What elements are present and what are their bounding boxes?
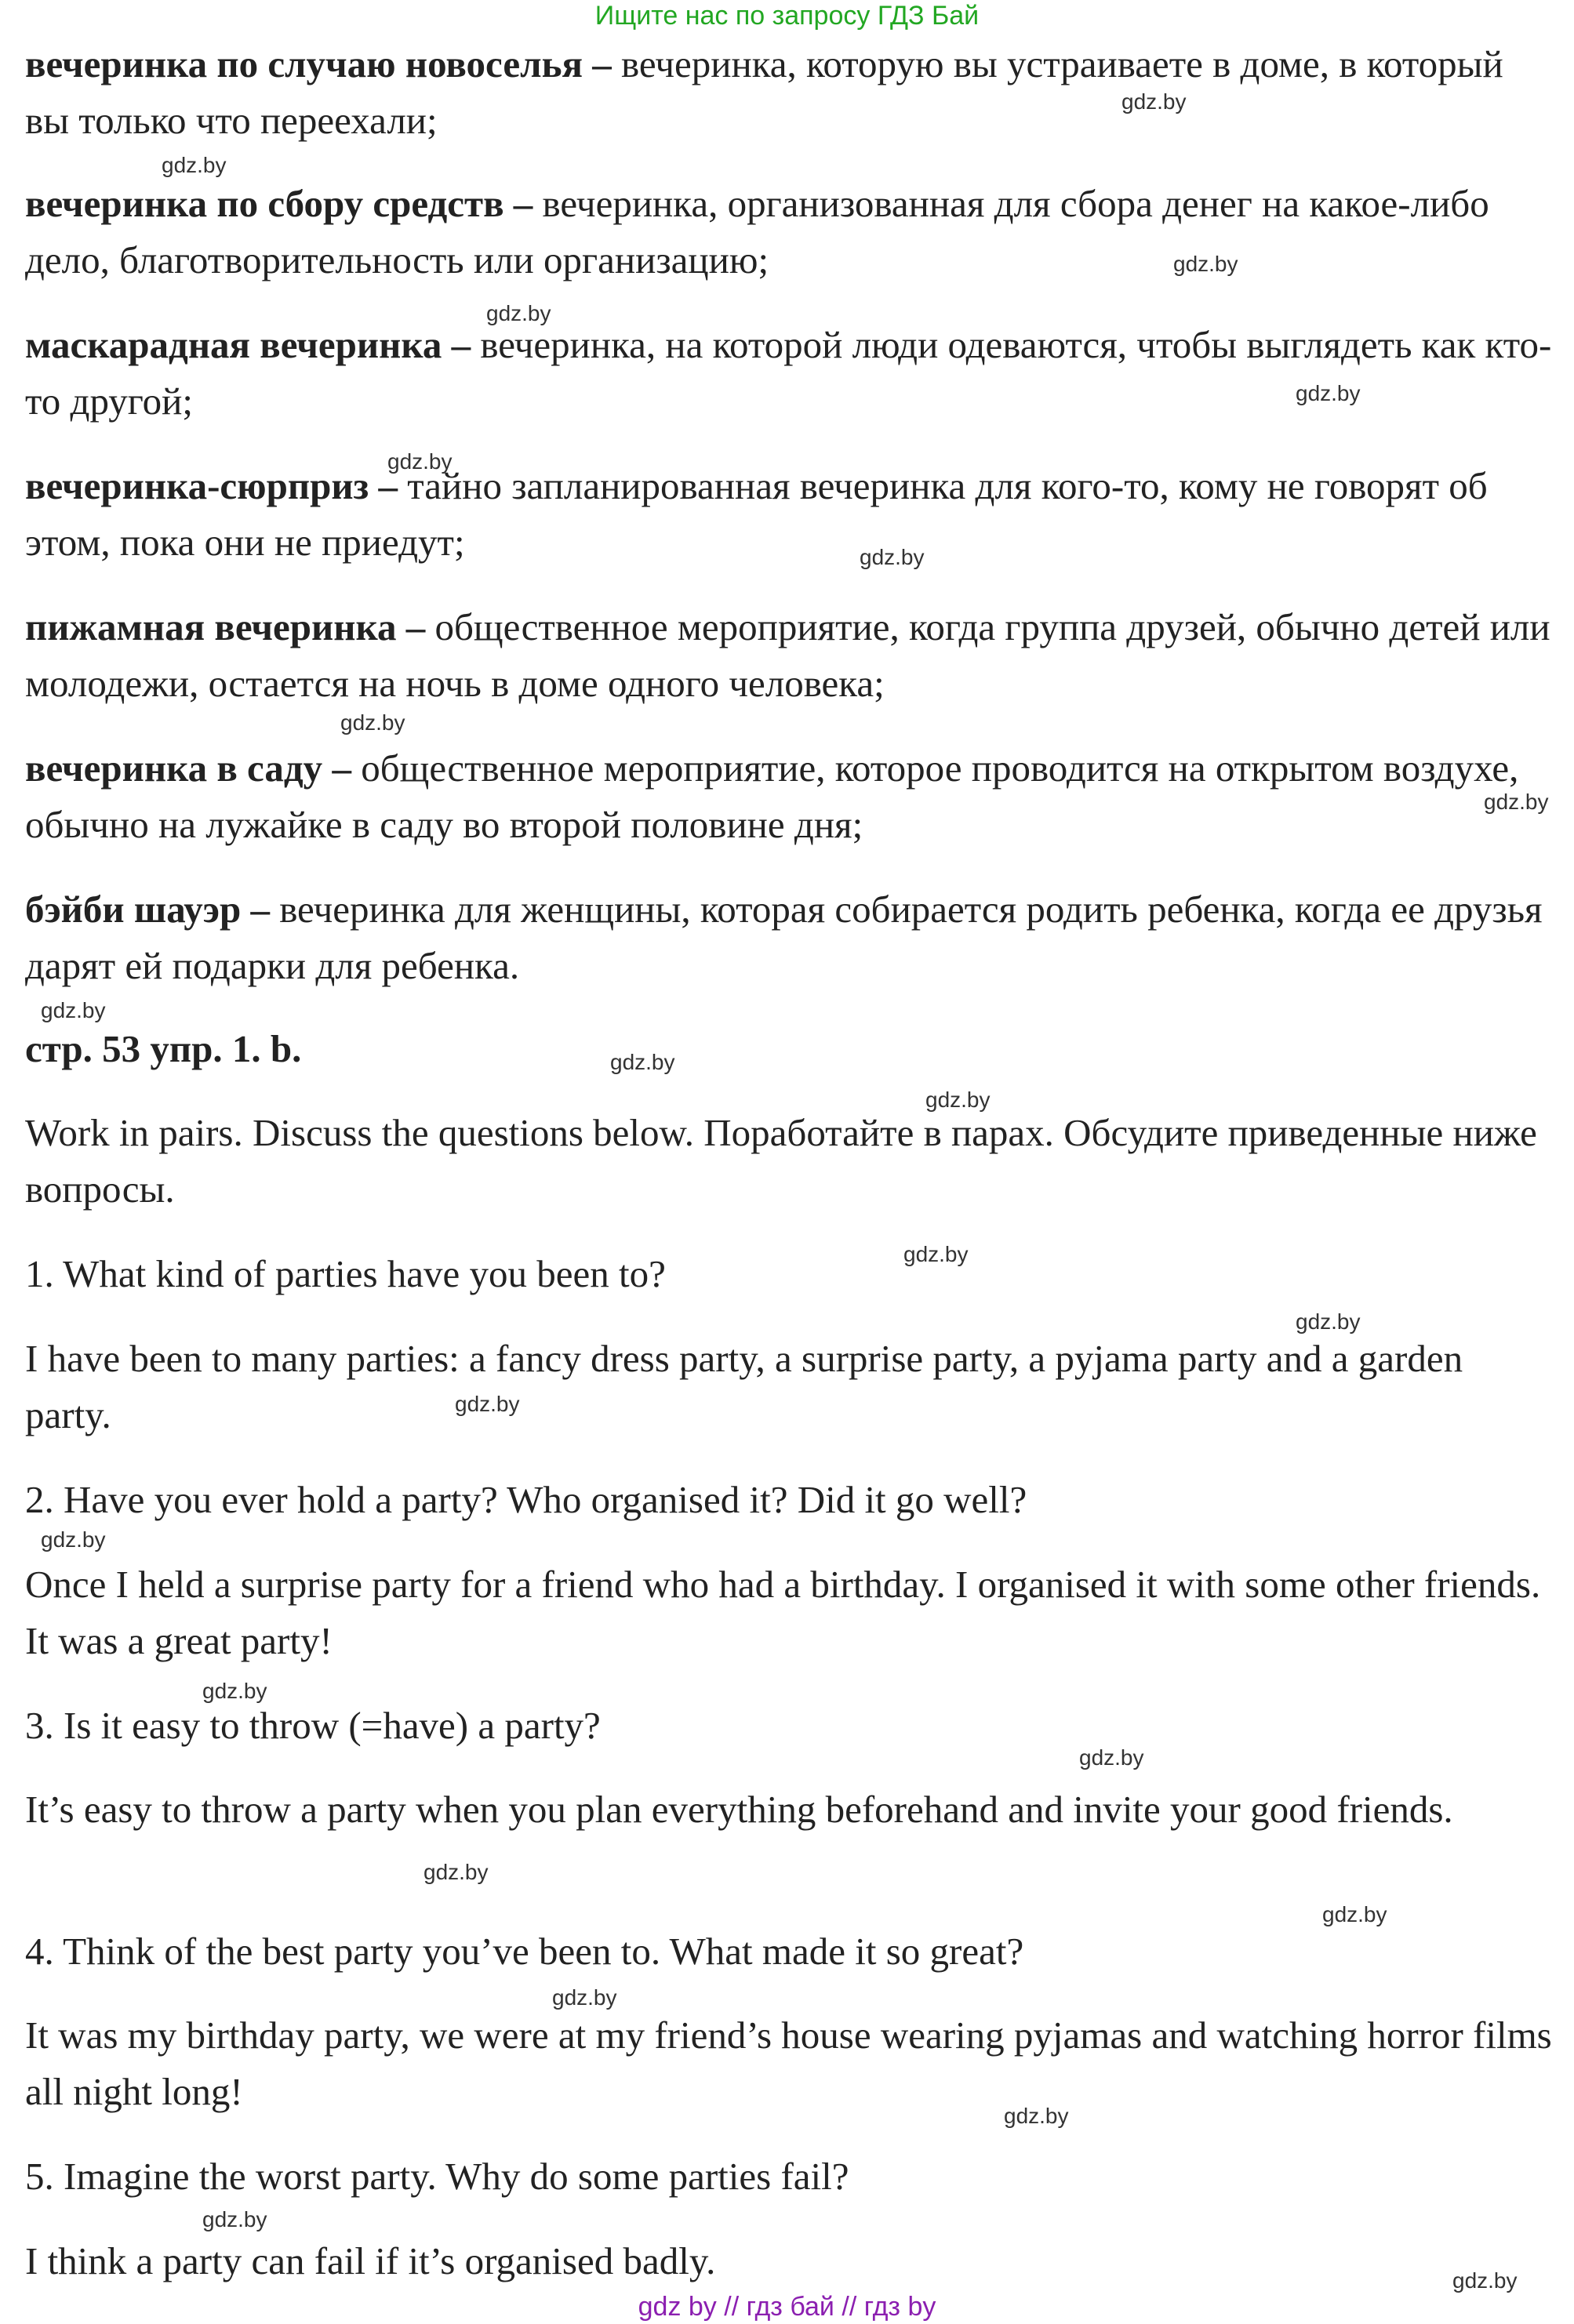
watermark: gdz.by — [1173, 252, 1238, 276]
definition-term: вечеринка по случаю новоселья — [25, 42, 583, 85]
question-4: 4. Think of the best party you’ve been to. What made it so great? — [25, 1930, 1024, 1973]
definition-term: бэйби шауэр — [25, 888, 242, 931]
watermark: gdz.by — [1121, 89, 1187, 114]
definition-pyjama: пижамная вечеринка – общественное мероприятие, когда группа друзей, обычно детей или молодежи, остается на ночь в доме одного человека; — [25, 605, 1550, 705]
definition-housewarming: вечеринка по случаю новоселья – вечеринка, которую вы устраиваете в доме, в который вы только что переехали; — [25, 42, 1503, 142]
watermark: gdz.by — [41, 998, 106, 1022]
definition-term: вечеринка в саду — [25, 746, 323, 790]
definition-term: пижамная вечеринка — [25, 605, 397, 648]
watermark: gdz.by — [202, 1679, 267, 1703]
definition-garden: вечеринка в саду – общественное мероприятие, которое проводится на открытом воздухе, обычно на лужайке в саду во второй половине дня; — [25, 746, 1519, 846]
definition-text: тайно запланированная вечеринка для кого-то, кому не говорят об этом, пока они не приедут; — [25, 464, 1488, 564]
watermark: gdz.by — [1296, 381, 1361, 405]
answer-3: It’s easy to throw a party when you plan everything beforehand and invite your good friends. — [25, 1788, 1453, 1831]
watermark: gdz.by — [486, 301, 551, 325]
watermark: gdz.by — [455, 1392, 520, 1416]
watermark: gdz.by — [1079, 1745, 1144, 1770]
definition-surprise: вечеринка-сюрприз – тайно запланированная вечеринка для кого-то, кому не говорят об этом, пока они не приедут; — [25, 464, 1488, 564]
search-hint-header[interactable]: Ищите нас по запросу ГДЗ Бай — [594, 1, 980, 31]
question-3: 3. Is it easy to throw (=have) a party? — [25, 1704, 601, 1747]
definition-text: вечеринка, которую вы устраиваете в доме, в который вы только что переехали; — [25, 42, 1503, 142]
watermark: gdz.by — [41, 1527, 106, 1552]
definition-text: вечеринка для женщины, которая собирается родить ребенка, когда ее друзья дарят ей подарки для ребенка. — [25, 888, 1543, 987]
definition-fundraiser: вечеринка по сбору средств – вечеринка, организованная для сбора денег на какое-либо дело, благотворительность или организацию; — [25, 182, 1489, 281]
question-5: 5. Imagine the worst party. Why do some parties fail? — [25, 2155, 849, 2198]
watermark: gdz.by — [1452, 2268, 1518, 2293]
definition-fancy-dress: маскарадная вечеринка – вечеринка, на которой люди одеваются, чтобы выглядеть как кто-то другой; — [25, 323, 1552, 423]
watermark: gdz.by — [202, 2207, 267, 2231]
watermark: gdz.by — [552, 1985, 617, 2010]
exercise-instruction: Work in pairs. Discuss the questions below. Поработайте в парах. Обсудите приведенные ниже вопросы. — [25, 1111, 1537, 1211]
definition-text: общественное мероприятие, когда группа друзей, обычно детей или молодежи, остается на ночь в доме одного человека; — [25, 605, 1550, 705]
watermark: gdz.by — [1484, 790, 1549, 814]
watermark: gdz.by — [903, 1242, 969, 1266]
definition-text: вечеринка, на которой люди одеваются, чтобы выглядеть как кто-то другой; — [25, 323, 1552, 423]
watermark: gdz.by — [340, 710, 405, 735]
definition-text: вечеринка, организованная для сбора денег на какое-либо дело, благотворительность или организацию; — [25, 182, 1489, 281]
answer-2: Once I held a surprise party for a friend who had a birthday. I organised it with some other friends. It was a great party! — [25, 1563, 1541, 1662]
question-2: 2. Have you ever hold a party? Who organised it? Did it go well? — [25, 1478, 1027, 1521]
definition-baby-shower: бэйби шауэр – вечеринка для женщины, которая собирается родить ребенка, когда ее друзья дарят ей подарки для ребенка. — [25, 888, 1543, 987]
watermark: gdz.by — [423, 1860, 489, 1884]
watermark: gdz.by — [860, 545, 925, 569]
watermark: gdz.by — [1322, 1902, 1387, 1926]
answer-1: I have been to many parties: a fancy dress party, a surprise party, a pyjama party and a garden party. — [25, 1337, 1463, 1436]
answer-4: It was my birthday party, we were at my friend’s house wearing pyjamas and watching horror films all night long! — [25, 2014, 1552, 2113]
definition-term: вечеринка-сюрприз — [25, 464, 369, 507]
answer-5: I think a party can fail if it’s organised badly. — [25, 2239, 716, 2282]
watermark: gdz.by — [1004, 2104, 1069, 2128]
question-1: 1. What kind of parties have you been to? — [25, 1252, 666, 1295]
watermark: gdz.by — [1296, 1309, 1361, 1334]
watermark: gdz.by — [162, 153, 227, 177]
definition-text: общественное мероприятие, которое проводится на открытом воздухе, обычно на лужайке в саду во второй половине дня; — [25, 746, 1519, 846]
watermark: gdz.by — [925, 1088, 991, 1112]
definition-term: вечеринка по сбору средств — [25, 182, 504, 225]
exercise-heading: стр. 53 упр. 1. b. — [25, 1027, 302, 1070]
watermark: gdz.by — [387, 449, 453, 474]
watermark: gdz.by — [610, 1050, 675, 1074]
definition-term: маскарадная вечеринка — [25, 323, 442, 366]
footer-links[interactable]: gdz by // гдз бай // гдз by — [638, 2292, 936, 2322]
